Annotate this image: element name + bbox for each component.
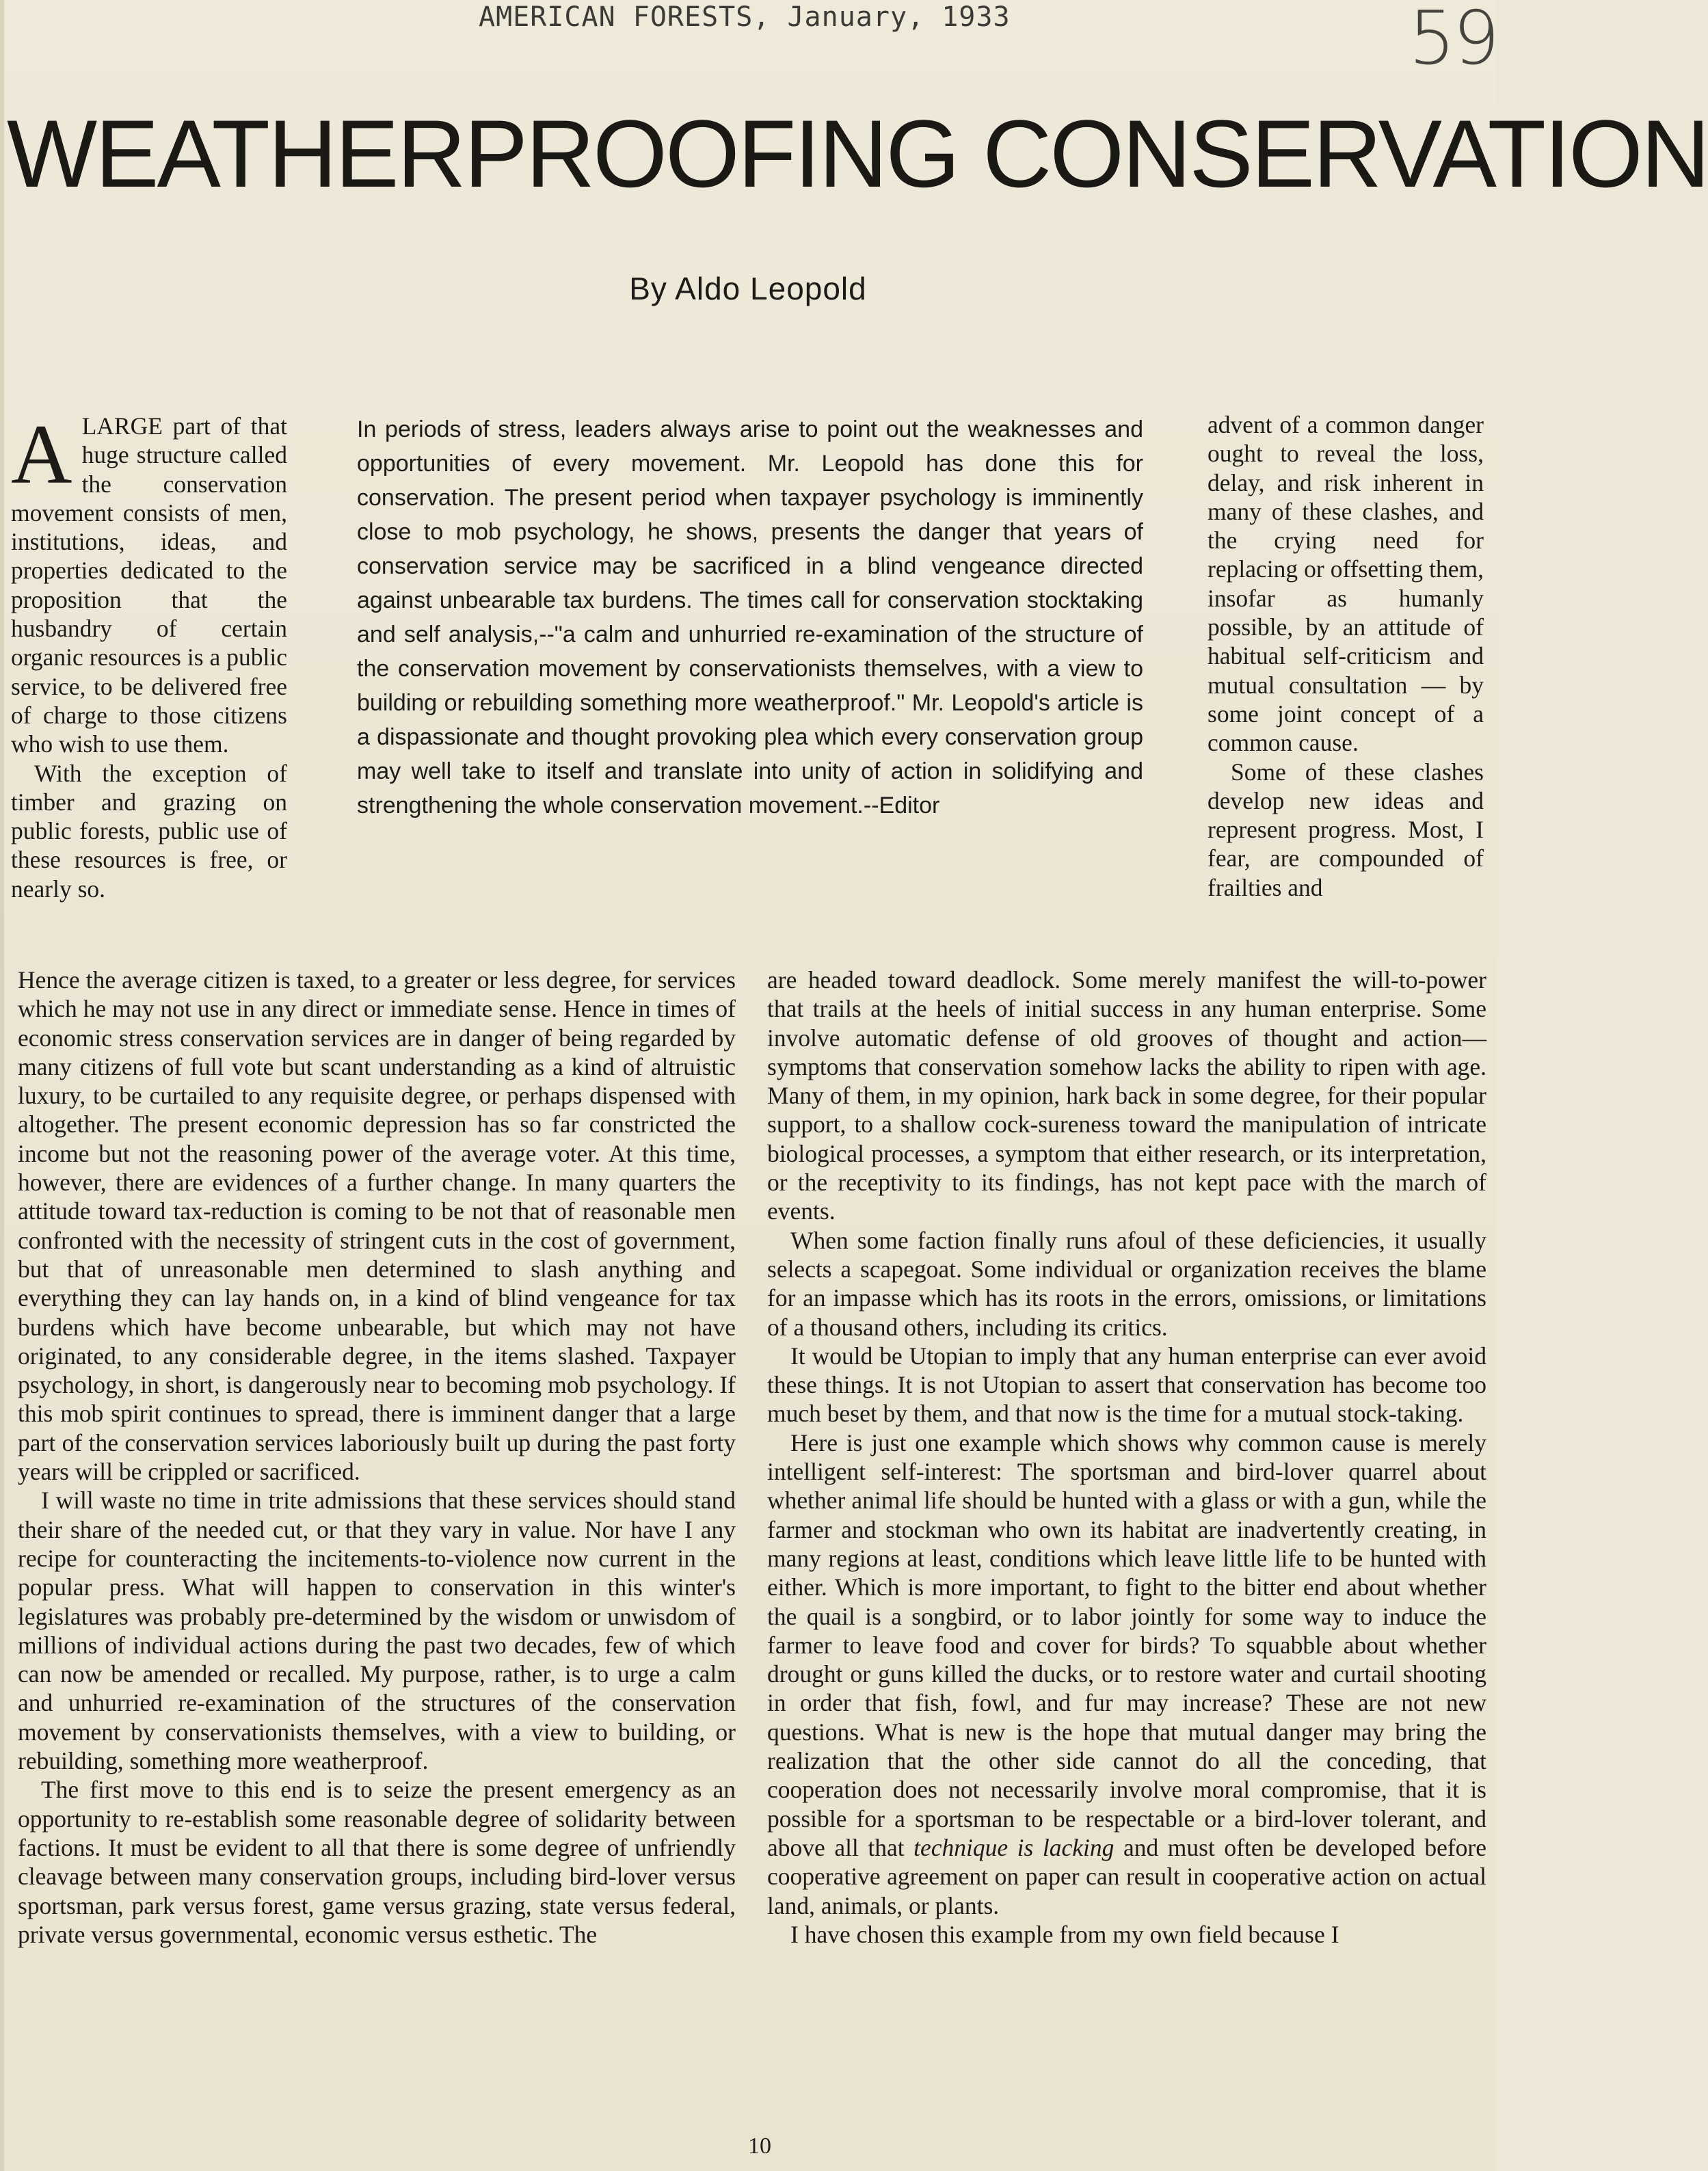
editor-note-text: In periods of stress, leaders always arise to point out the weaknesses and opportunities of every movement. Mr. Leopold has done this for conservation. The present period when taxpayer psychology is imminently close to mob psychology, he shows, presents the danger that years of conservation service may be sacrificed in a blind vengeance directed against unbearable tax burdens. The times call for conservation stocktaking and self analysis,--"a calm and unhurried re-examination of the structure of the conservation movement by conservationists themselves, with a view to building or rebuilding something more weatherproof." Mr. Leopold's article is a dispassionate and thought provoking plea which every conservation group may well take to itself and translate into unity of action in solidifying and strengthening the whole conservation movement.-- bbox=[357, 416, 1143, 818]
body-left-paragraph-3: The first move to this end is to seize the present emergency as an opportunity to re-establish some reasonable degree of solidarity between factions. It must be evident to all that there is some degree of unfriendly cleavage between many conservation groups, including bird-lover versus sportsman, park versus forest, game versus grazing, state versus federal, private versus governmental, economic versus esthetic. The bbox=[18, 1776, 736, 1948]
page-edge-shadow bbox=[0, 0, 4, 2171]
intro-right-paragraph-2: Some of these clashes develop new ideas and represent progress. Most, I fear, are compounded of frailties and bbox=[1207, 758, 1484, 901]
body-left-paragraph-1: Hence the average citizen is taxed, to a greater or less degree, for services which he may not use in any direct or immediate sense. Hence in times of economic stress conservation services are in danger of being regarded by many citizens of full vote but scant understanding as a kind of altruistic luxury, to be curtailed to any requisite degree, or perhaps dispensed with altogether. The present economic depression has so far constricted the income but not the reasoning power of the average voter. At this time, however, there are evidences of a further change. In many quarters the attitude toward tax-reduction is coming to be not that of reasonable men confronted with the necessity of stringent cuts in the cost of government, but that of unreasonable men determined to slash anything and everything they can lay hands on, in a kind of blind vengeance for tax burdens which have become unbearable, but which may not have originated, to any considerable degree, in the items slashed. Taxpayer psychology, in short, is dangerously near to becoming mob psychology. If this mob spirit continues to spread, there is imminent danger that a large part of the conservation services laboriously built up during the past forty years will be crippled or sacrificed. bbox=[18, 966, 736, 1486]
body-right-paragraph-4-part-a: Here is just one example which shows why common cause is merely intelligent self-interest: The sportsman and bird-lover quarrel about whether animal life should be hunted with a glass or with a gun, while the farmer and stockman who own its habitat are inadvertently creating, in many regions at least, conditions which leave little life to be hunted with either. Which is more important, to fight to the bitter end about whether the quail is a songbird, or to labor jointly for some way to induce the farmer to leave food and cover for birds? To squabble about whether drought or guns killed the ducks, or to restore water and curtail shooting in order that fish, fowl, and fur may increase? These are not new questions. What is new is the hope that mutual danger may bring the realization that the other side cannot do all the conceding, that cooperation does not necessarily involve moral compromise, that it is possible for a sportsman to be respectable or a bird-lover tolerant, and above all that bbox=[767, 1428, 1486, 1861]
page-folio: 10 bbox=[748, 2133, 771, 2159]
intro-paragraph-1 bbox=[11, 408, 287, 759]
editor-note bbox=[357, 412, 1143, 823]
handwritten-page-number: 59 bbox=[1409, 0, 1497, 81]
body-right-paragraph-4 bbox=[767, 1428, 1486, 1920]
drop-cap: A bbox=[11, 408, 72, 501]
body-left-paragraph-2: I will waste no time in trite admissions that these services should stand their share of the needed cut, or that they vary in value. Nor have I any recipe for counteracting the incitements-to-violence now current in the popular press. What will happen to conservation in this winter's legislatures was probably pre-determined by the wisdom or unwisdom of millions of individual actions during the past two decades, few of which can now be amended or recalled. My purpose, rather, is to urge a calm and unhurried re-examination of the structures of the conservation movement by conservationists themselves, with a view to building, or rebuilding, something more weatherproof. bbox=[18, 1487, 736, 1775]
emphasis-technique-is-lacking: technique is lacking bbox=[913, 1833, 1115, 1861]
article-byline: By Aldo Leopold bbox=[629, 271, 867, 306]
intro-column-right bbox=[1207, 410, 1484, 902]
body-column-right bbox=[767, 965, 1486, 1949]
body-right-paragraph-3: It would be Utopian to imply that any human enterprise can ever avoid these things. It is not Utopian to assert that conservation has become too much beset by them, and that now is the time for a mutual stock-taking. bbox=[767, 1342, 1486, 1428]
article-title: WEATHERPROOFING CONSERVATION bbox=[7, 100, 1708, 207]
body-right-paragraph-4-part-b: and must often be developed before cooperative agreement on paper can result in cooperative action on actual land, animals, or plants. bbox=[767, 1833, 1486, 1919]
intro-right-paragraph-1: advent of a common danger ought to reveal the loss, delay, and risk inherent in many of these clashes, and the crying need for replacing or offsetting them, insofar as humanly possible, by an attitude of habitual self-criticism and mutual consultation — by some joint concept of a common cause. bbox=[1207, 411, 1484, 757]
intro-paragraph-2: With the exception of timber and grazing on public forests, public use of these resources is free, or nearly so. bbox=[11, 759, 287, 903]
body-right-paragraph-5: I have chosen this example from my own field because I bbox=[790, 1920, 1339, 1948]
body-right-paragraph-1: are headed toward deadlock. Some merely manifest the will-to-power that trails at the heels of initial success in any human enterprise. Some involve automatic defense of old grooves of thought and action—symptoms that conservation somehow lacks the ability to ripen with age. Many of them, in my opinion, hark back in some degree, for their popular support, to a shallow cock-sureness toward the manipulation of intricate biological processes, a symptom that either research, or its interpretation, or the receptivity to its findings, has not kept pace with the march of events. bbox=[767, 966, 1486, 1225]
body-column-left bbox=[18, 965, 736, 1949]
running-head: AMERICAN FORESTS, January, 1933 bbox=[479, 1, 1011, 33]
body-right-paragraph-2: When some faction finally runs afoul of these deficiencies, it usually selects a scapegoat. Some individual or organization receives the blame for an impasse which has its roots in the errors, omissions, or limitations of a thousand others, including its critics. bbox=[767, 1226, 1486, 1341]
editor-signature: Editor bbox=[879, 793, 940, 818]
intro-column-left bbox=[11, 408, 287, 903]
intro-paragraph-1-text: LARGE part of that huge structure called the conservation movement consists of men, institutions, ideas, and properties dedicated to the proposition that the husbandry of certain organic resources is a public service, to be delivered free of charge to those citizens who wish to use them. bbox=[11, 412, 287, 758]
